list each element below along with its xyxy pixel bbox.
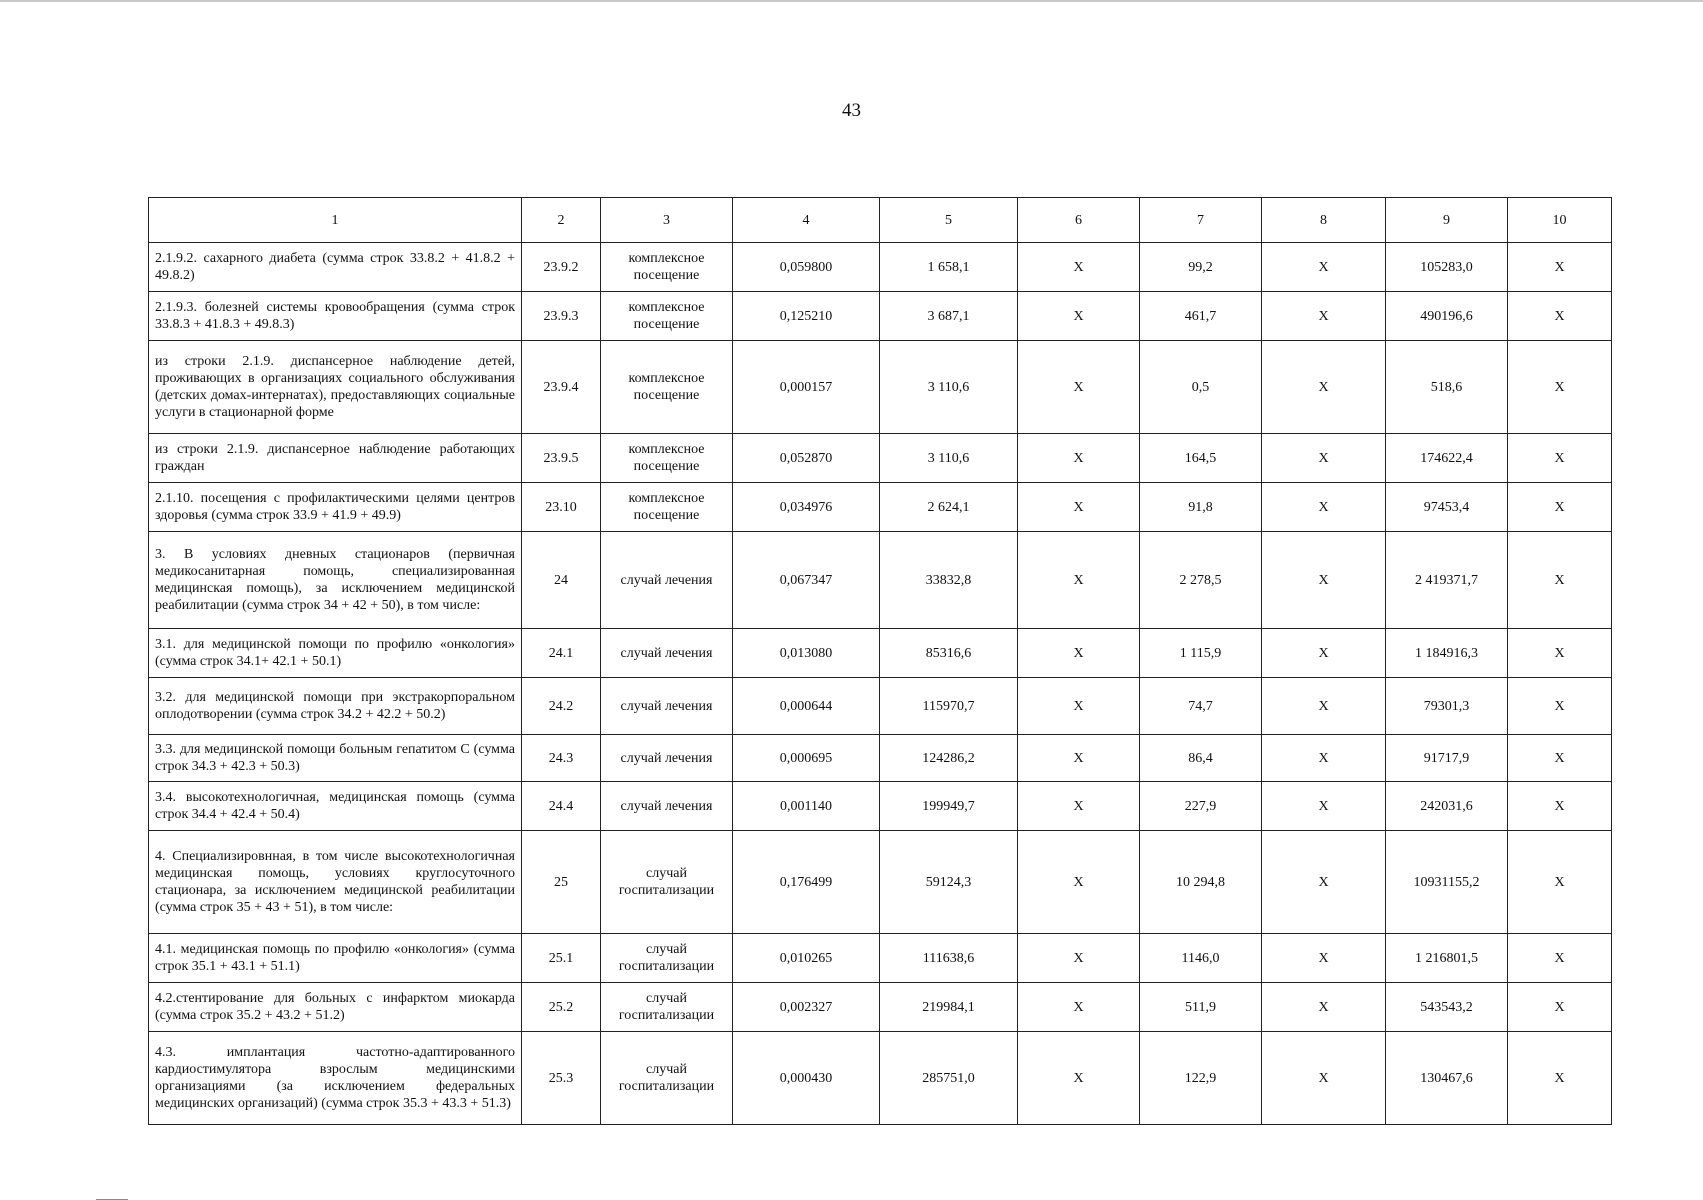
value-cell: 0,067347 [733, 532, 880, 629]
value-cell: 0,010265 [733, 934, 880, 983]
value-cell: 122,9 [1140, 1032, 1262, 1125]
table-row [149, 1032, 1612, 1125]
value-cell: X [1508, 243, 1612, 292]
value-cell: 2 278,5 [1140, 532, 1262, 629]
value-cell: 3 687,1 [880, 292, 1018, 341]
value-cell: 59124,3 [880, 831, 1018, 934]
column-header: 10 [1508, 198, 1612, 243]
table-row [149, 629, 1612, 678]
value-cell: X [1508, 831, 1612, 934]
value-cell: X [1508, 532, 1612, 629]
table-row [149, 532, 1612, 629]
value-cell: X [1262, 735, 1386, 782]
value-cell: 0,176499 [733, 831, 880, 934]
value-cell: X [1018, 243, 1140, 292]
value-cell: 543543,2 [1386, 983, 1508, 1032]
value-cell: 3 110,6 [880, 434, 1018, 483]
row-name: 4.3. имплантация частотно-адаптированного кардиостимулятора взрослым медицинскими организациями (за исключением федеральных медицинских организаций) (сумма строк 35.3 + 43.3 + 51.3) [149, 1032, 522, 1125]
value-cell: X [1018, 483, 1140, 532]
value-cell: X [1018, 782, 1140, 831]
unit-cell: случай лечения [601, 782, 733, 831]
value-cell: X [1262, 629, 1386, 678]
value-cell: X [1262, 532, 1386, 629]
value-cell: X [1018, 934, 1140, 983]
value-cell: 0,013080 [733, 629, 880, 678]
value-cell: 0,034976 [733, 483, 880, 532]
row-name: 3. В условиях дневных стационаров (первичная медикосанитарная помощь, специализированная медицинская помощь), за исключением медицинской реабилитации (сумма строк 34 + 42 + 50), в том числе: [149, 532, 522, 629]
page-number: 43 [842, 100, 861, 121]
value-cell: 0,000157 [733, 341, 880, 434]
table-row [149, 678, 1612, 735]
value-cell: X [1508, 341, 1612, 434]
value-cell: 0,000644 [733, 678, 880, 735]
value-cell: 2 624,1 [880, 483, 1018, 532]
unit-cell: случай лечения [601, 532, 733, 629]
value-cell: 0,5 [1140, 341, 1262, 434]
table-row [149, 292, 1612, 341]
scan-top-edge [0, 0, 1703, 2]
value-cell: 0,059800 [733, 243, 880, 292]
value-cell: 74,7 [1140, 678, 1262, 735]
value-cell: X [1018, 1032, 1140, 1125]
row-code: 23.9.3 [522, 292, 601, 341]
unit-cell: случай госпитализации [601, 1032, 733, 1125]
value-cell: X [1508, 782, 1612, 831]
value-cell: X [1018, 983, 1140, 1032]
row-name: 2.1.10. посещения с профилактическими целями центров здоровья (сумма строк 33.9 + 41.9 + 49.9) [149, 483, 522, 532]
value-cell: X [1018, 532, 1140, 629]
unit-cell: случай госпитализации [601, 934, 733, 983]
data-table [148, 197, 1612, 1125]
row-name: 3.4. высокотехнологичная, медицинская помощь (сумма строк 34.4 + 42.4 + 50.4) [149, 782, 522, 831]
value-cell: 10 294,8 [1140, 831, 1262, 934]
table-row [149, 434, 1612, 483]
value-cell: 1 658,1 [880, 243, 1018, 292]
column-header: 8 [1262, 198, 1386, 243]
value-cell: X [1508, 483, 1612, 532]
column-header: 7 [1140, 198, 1262, 243]
row-code: 24 [522, 532, 601, 629]
unit-cell: случай лечения [601, 629, 733, 678]
value-cell: 511,9 [1140, 983, 1262, 1032]
column-header: 2 [522, 198, 601, 243]
value-cell: 86,4 [1140, 735, 1262, 782]
row-code: 24.4 [522, 782, 601, 831]
value-cell: X [1262, 1032, 1386, 1125]
value-cell: 174622,4 [1386, 434, 1508, 483]
value-cell: X [1262, 341, 1386, 434]
value-cell: 105283,0 [1386, 243, 1508, 292]
row-code: 24.2 [522, 678, 601, 735]
header-row [149, 198, 1612, 243]
row-name: 4.2.стентирование для больных с инфарктом миокарда (сумма строк 35.2 + 43.2 + 51.2) [149, 983, 522, 1032]
unit-cell: комплексное посещение [601, 483, 733, 532]
column-header: 6 [1018, 198, 1140, 243]
row-name: 3.3. для медицинской помощи больным гепатитом С (сумма строк 34.3 + 42.3 + 50.3) [149, 735, 522, 782]
value-cell: X [1262, 483, 1386, 532]
row-code: 23.10 [522, 483, 601, 532]
table-row [149, 735, 1612, 782]
row-code: 25.2 [522, 983, 601, 1032]
unit-cell: комплексное посещение [601, 243, 733, 292]
unit-cell: комплексное посещение [601, 292, 733, 341]
value-cell: X [1508, 629, 1612, 678]
value-cell: X [1018, 831, 1140, 934]
row-name: 4.1. медицинская помощь по профилю «онкология» (сумма строк 35.1 + 43.1 + 51.1) [149, 934, 522, 983]
value-cell: X [1018, 341, 1140, 434]
column-header: 1 [149, 198, 522, 243]
value-cell: 285751,0 [880, 1032, 1018, 1125]
value-cell: 97453,4 [1386, 483, 1508, 532]
value-cell: 115970,7 [880, 678, 1018, 735]
value-cell: X [1018, 678, 1140, 735]
value-cell: X [1508, 934, 1612, 983]
value-cell: X [1508, 678, 1612, 735]
value-cell: 85316,6 [880, 629, 1018, 678]
value-cell: X [1262, 782, 1386, 831]
value-cell: 10931155,2 [1386, 831, 1508, 934]
value-cell: 1 216801,5 [1386, 934, 1508, 983]
value-cell: 130467,6 [1386, 1032, 1508, 1125]
value-cell: 0,125210 [733, 292, 880, 341]
row-name: из строки 2.1.9. диспансерное наблюдение детей, проживающих в организациях социального обслуживания (детских домах-интернатах), предоставляющих социальные услуги в стационарной форме [149, 341, 522, 434]
value-cell: X [1262, 292, 1386, 341]
value-cell: X [1262, 434, 1386, 483]
value-cell: X [1018, 735, 1140, 782]
row-code: 25.3 [522, 1032, 601, 1125]
value-cell: X [1018, 629, 1140, 678]
value-cell: X [1262, 831, 1386, 934]
row-name: из строки 2.1.9. диспансерное наблюдение работающих граждан [149, 434, 522, 483]
table-row [149, 782, 1612, 831]
unit-cell: случай лечения [601, 678, 733, 735]
row-code: 23.9.5 [522, 434, 601, 483]
unit-cell: комплексное посещение [601, 434, 733, 483]
row-name: 3.2. для медицинской помощи при экстракорпоральном оплодотворении (сумма строк 34.2 + 42.2 + 50.2) [149, 678, 522, 735]
column-header: 3 [601, 198, 733, 243]
unit-cell: случай госпитализации [601, 831, 733, 934]
value-cell: 0,000695 [733, 735, 880, 782]
value-cell: 0,001140 [733, 782, 880, 831]
value-cell: 518,6 [1386, 341, 1508, 434]
value-cell: 0,052870 [733, 434, 880, 483]
value-cell: 111638,6 [880, 934, 1018, 983]
value-cell: X [1508, 735, 1612, 782]
row-code: 25.1 [522, 934, 601, 983]
row-code: 23.9.4 [522, 341, 601, 434]
value-cell: 1 184916,3 [1386, 629, 1508, 678]
row-code: 24.1 [522, 629, 601, 678]
value-cell: X [1018, 292, 1140, 341]
row-name: 3.1. для медицинской помощи по профилю «онкология» (сумма строк 34.1+ 42.1 + 50.1) [149, 629, 522, 678]
row-name: 2.1.9.2. сахарного диабета (сумма строк 33.8.2 + 41.8.2 + 49.8.2) [149, 243, 522, 292]
value-cell: X [1018, 434, 1140, 483]
row-name: 2.1.9.3. болезней системы кровообращения (сумма строк 33.8.3 + 41.8.3 + 49.8.3) [149, 292, 522, 341]
column-header: 4 [733, 198, 880, 243]
row-code: 23.9.2 [522, 243, 601, 292]
table-row [149, 831, 1612, 934]
value-cell: X [1508, 292, 1612, 341]
value-cell: 227,9 [1140, 782, 1262, 831]
value-cell: 0,000430 [733, 1032, 880, 1125]
value-cell: 0,002327 [733, 983, 880, 1032]
value-cell: X [1262, 678, 1386, 735]
row-code: 24.3 [522, 735, 601, 782]
value-cell: 1146,0 [1140, 934, 1262, 983]
value-cell: X [1508, 434, 1612, 483]
value-cell: 242031,6 [1386, 782, 1508, 831]
value-cell: 91717,9 [1386, 735, 1508, 782]
value-cell: X [1508, 1032, 1612, 1125]
unit-cell: комплексное посещение [601, 341, 733, 434]
value-cell: 2 419371,7 [1386, 532, 1508, 629]
unit-cell: случай госпитализации [601, 983, 733, 1032]
value-cell: 91,8 [1140, 483, 1262, 532]
column-header: 5 [880, 198, 1018, 243]
table-row [149, 934, 1612, 983]
value-cell: 79301,3 [1386, 678, 1508, 735]
value-cell: 199949,7 [880, 782, 1018, 831]
value-cell: 490196,6 [1386, 292, 1508, 341]
row-name: 4. Специализировнная, в том числе высокотехнологичная медицинская помощь, условиях круглосуточного стационара, за исключением медицинской реабилитации (сумма строк 35 + 43 + 51), в том числе: [149, 831, 522, 934]
value-cell: X [1508, 983, 1612, 1032]
value-cell: 461,7 [1140, 292, 1262, 341]
value-cell: 164,5 [1140, 434, 1262, 483]
table-row [149, 483, 1612, 532]
value-cell: X [1262, 934, 1386, 983]
table-row [149, 243, 1612, 292]
row-code: 25 [522, 831, 601, 934]
value-cell: X [1262, 983, 1386, 1032]
value-cell: 1 115,9 [1140, 629, 1262, 678]
table-row [149, 341, 1612, 434]
unit-cell: случай лечения [601, 735, 733, 782]
value-cell: 99,2 [1140, 243, 1262, 292]
column-header: 9 [1386, 198, 1508, 243]
value-cell: 219984,1 [880, 983, 1018, 1032]
value-cell: 124286,2 [880, 735, 1018, 782]
value-cell: 3 110,6 [880, 341, 1018, 434]
value-cell: X [1262, 243, 1386, 292]
table-row [149, 983, 1612, 1032]
value-cell: 33832,8 [880, 532, 1018, 629]
